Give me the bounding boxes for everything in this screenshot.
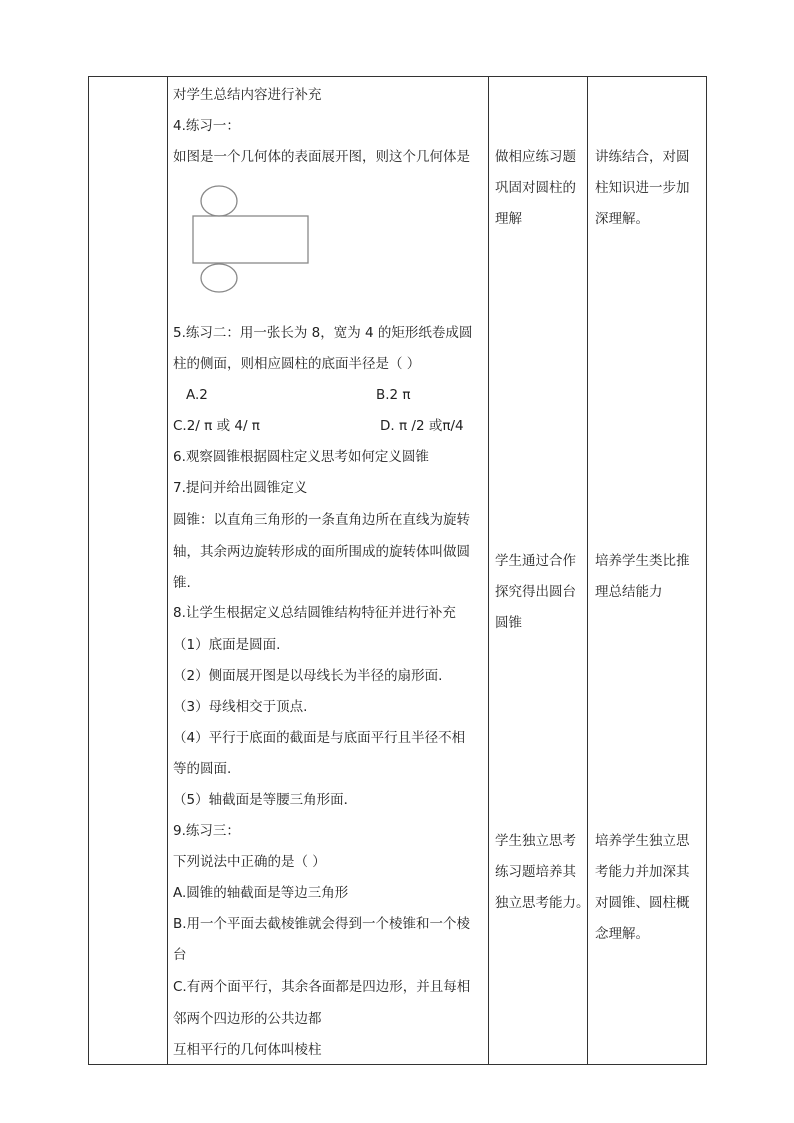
table-bottom-border: [88, 1064, 707, 1065]
top-circle: [201, 186, 237, 216]
table-column-divider-2: [488, 76, 489, 1065]
option-line: C.有两个面平行，其余各面都是四边形，并且每相: [173, 979, 471, 995]
text-line: 圆锥: [495, 615, 522, 631]
cylinder-net-figure: [190, 183, 314, 295]
table-left-border: [88, 76, 89, 1065]
student-activity-2: [495, 553, 576, 646]
exercise-2-heading: 5.练习二：用一张长为 8，宽为 4 的矩形纸卷成圆: [173, 325, 473, 341]
text-line: 做相应练习题: [495, 149, 576, 165]
exercise-3-heading: 9.练习三：: [173, 823, 240, 839]
text-line: 如图是一个几何体的表面展开图，则这个几何体是: [173, 149, 470, 165]
text-line: 柱的侧面，则相应圆柱的底面半径是（ ）: [173, 356, 421, 372]
design-purpose-1: [595, 149, 690, 242]
text-line: 互相平行的几何体叫棱柱: [173, 1042, 322, 1058]
list-item: （5）轴截面是等腰三角形面．: [173, 792, 358, 808]
text-line: 锥.: [173, 575, 191, 591]
option-line: B.用一个平面去截棱锥就会得到一个棱锥和一个棱: [173, 916, 471, 932]
option-c: C.2/ π 或 4/ π: [173, 418, 260, 434]
design-purpose-2: [595, 553, 690, 615]
text-line: 探究得出圆台: [495, 584, 576, 600]
text-line: 学生通过合作: [495, 553, 576, 569]
text-line: 培养学生独立思: [595, 833, 690, 849]
table-column-divider-1: [167, 76, 168, 1065]
table-right-border: [706, 76, 707, 1065]
text-line: 巩固对圆柱的: [495, 180, 576, 196]
list-item: （4）平行于底面的截面是与底面平行且半径不相: [173, 730, 466, 746]
option-b: B.2 π: [376, 387, 411, 403]
text-line: 培养学生类比推: [595, 553, 690, 569]
bottom-circle: [201, 264, 237, 292]
option-a: A.2: [186, 387, 208, 403]
text-line: 8.让学生根据定义总结圆锥结构特征并进行补充: [173, 605, 456, 621]
student-activity-3: [495, 833, 590, 926]
text-line: 讲练结合，对圆: [595, 149, 690, 165]
text-line: 理总结能力: [595, 584, 663, 600]
design-purpose-3: [595, 833, 690, 957]
table-top-border: [88, 76, 707, 77]
lateral-rectangle: [193, 216, 308, 263]
text-line: 考能力并加深其: [595, 864, 690, 880]
text-line: 练习题培养其: [495, 864, 576, 880]
option-line: A.圆锥的轴截面是等边三角形: [173, 885, 349, 901]
text-line: 对学生总结内容进行补充: [173, 87, 322, 103]
list-item: （3）母线相交于顶点.: [173, 699, 308, 715]
text-line: 下列说法中正确的是（ ）: [173, 854, 326, 870]
text-line: 对圆锥、圆柱概: [595, 895, 690, 911]
text-line: 圆锥：以直角三角形的一条直角边所在直线为旋转: [173, 512, 470, 528]
text-line: 台: [173, 947, 187, 963]
text-line: 7.提问并给出圆锥定义: [173, 480, 308, 496]
text-line: 6.观察圆锥根据圆柱定义思考如何定义圆锥: [173, 449, 429, 465]
text-line: 理解: [495, 211, 522, 227]
student-activity-1: [495, 149, 576, 242]
option-d: D. π /2 或π/4: [380, 418, 464, 434]
list-item: （2）侧面展开图是以母线长为半径的扇形面.: [173, 668, 443, 684]
text-line: 柱知识进一步加: [595, 180, 690, 196]
text-line: 深理解。: [595, 211, 649, 227]
list-item: （1）底面是圆面.: [173, 637, 281, 653]
text-line: 等的圆面.: [173, 761, 232, 777]
text-line: 念理解。: [595, 926, 649, 942]
text-line: 邻两个四边形的公共边都: [173, 1011, 322, 1027]
text-line: 轴，其余两边旋转形成的面所围成的旋转体叫做圆: [173, 544, 470, 560]
exercise-1-heading: 4.练习一：: [173, 118, 240, 134]
text-line: 学生独立思考: [495, 833, 576, 849]
text-line: 独立思考能力。: [495, 895, 590, 911]
